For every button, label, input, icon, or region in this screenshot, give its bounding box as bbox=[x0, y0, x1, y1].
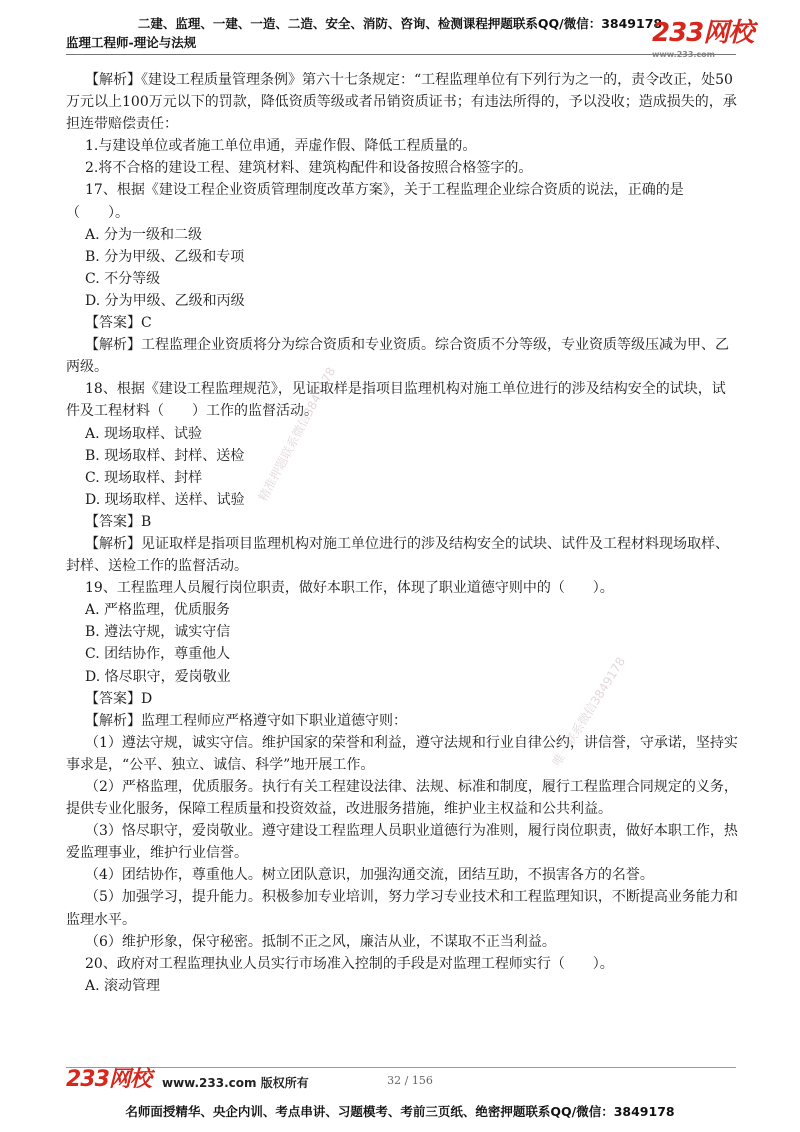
question-19-analysis: 【解析】监理工程师应严格遵守如下职业道德守则： bbox=[85, 712, 407, 729]
question-18-answer: 【答案】B bbox=[85, 513, 152, 530]
question-19-point-3: （3）恪尽职守，爱岗敬业。遵守建设工程监理人员职业道德行为准则，履行岗位职责，做好本职工作，热爱监理事业，维护行业信誉。 bbox=[66, 823, 738, 862]
header-logo-text: 233网校 bbox=[652, 18, 754, 48]
header-course-banner: 二建、监理、一建、一造、二造、安全、消防、咨询、检测课程押题联系QQ/微信：3849178 bbox=[137, 16, 663, 31]
footer-promo-banner: 名师面授精华、央企内训、考点串讲、习题模考、考前三页纸、绝密押题联系QQ/微信：3849178 bbox=[125, 1104, 675, 1119]
document-body bbox=[66, 69, 738, 997]
question-19-point-1: （1）遵法守规，诚实守信。维护国家的荣誉和利益，遵守法规和行业自律公约，讲信誉，守承诺，坚持实事求是，“公平、独立、诚信、科学”地开展工作。 bbox=[66, 734, 738, 773]
question-19-option-d: D. 恪尽职守，爱岗敬业 bbox=[85, 668, 231, 685]
footer-divider bbox=[66, 1067, 736, 1068]
watermark-text: 唯一联系微信3849178 bbox=[549, 654, 629, 769]
question-19-point-2: （2）严格监理，优质服务。执行有关工程建设法律、法规、标准和制度，履行工程监理合同规定的义务，提供专业化服务，保障工程质量和投资效益，改进服务措施，维护业主权益和公共利益。 bbox=[66, 779, 738, 818]
question-17-answer: 【答案】C bbox=[85, 315, 152, 332]
question-18-option-b: B. 现场取样、封样、送检 bbox=[85, 447, 245, 464]
question-17-option-b: B. 分为甲级、乙级和专项 bbox=[85, 248, 245, 265]
analysis-paragraph: 【解析】《建设工程质量管理条例》第六十七条规定：“工程监理单位有下列行为之一的，责令改正，处50万元以上100万元以下的罚款，降低资质等级或者吊销资质证书；有违法所得的，予以没收；造成损失的，承担连带赔偿责任： bbox=[66, 72, 737, 133]
footer-copyright: www.233.com 版权所有 bbox=[162, 1076, 309, 1090]
watermark-text: 精准押题联系微信3849178 bbox=[255, 364, 339, 504]
question-18-analysis: 【解析】见证取样是指项目监理机构对施工单位进行的涉及结构安全的试块、试件及工程材料现场取样、封样、送检工作的监督活动。 bbox=[66, 535, 729, 575]
question-19-stem: 19、工程监理人员履行岗位职责，做好本职工作，体现了职业道德守则中的（ ）。 bbox=[85, 580, 614, 597]
question-17-option-d: D. 分为甲级、乙级和丙级 bbox=[85, 292, 245, 309]
question-18-option-c: C. 现场取样、封样 bbox=[85, 469, 203, 486]
question-19-point-4: （4）团结协作，尊重他人。树立团队意识，加强沟通交流，团结互助，不损害各方的名誉。 bbox=[85, 867, 654, 884]
footer-logo: 233网校 bbox=[66, 1067, 151, 1092]
question-17-analysis: 【解析】工程监理企业资质将分为综合资质和专业资质。综合资质不分等级，专业资质等级压减为甲、乙两级。 bbox=[66, 337, 729, 376]
question-19-option-a: A. 严格监理，优质服务 bbox=[85, 602, 231, 619]
list-item: 1.与建设单位或者施工单位串通，弄虚作假、降低工程质量的。 bbox=[85, 138, 477, 155]
question-17-option-c: C. 不分等级 bbox=[85, 270, 161, 287]
list-item: 2.将不合格的建设工程、建筑材料、建筑构配件和设备按照合格签字的。 bbox=[85, 160, 533, 177]
question-18-stem: 18、根据《建设工程监理规范》，见证取样是指项目监理机构对施工单位进行的涉及结构安全的试块，试件及工程材料（ ）工作的监督活动。 bbox=[66, 381, 726, 420]
question-17-option-a: A. 分为一级和二级 bbox=[85, 226, 203, 243]
question-19-point-5: （5）加强学习，提升能力。积极参加专业培训，努力学习专业技术和工程监理知识，不断提高业务能力和监理水平。 bbox=[66, 889, 738, 928]
header-logo bbox=[652, 20, 753, 68]
question-19-option-c: C. 团结协作，尊重他人 bbox=[85, 646, 231, 663]
question-17-stem: 17、根据《建设工程企业资质管理制度改革方案》，关于工程监理企业综合资质的说法，正确的是（ ）。 bbox=[66, 182, 684, 221]
question-20-stem: 20、政府对工程监理执业人员实行市场准入控制的手段是对监理工程师实行（ ）。 bbox=[85, 955, 614, 972]
question-18-option-d: D. 现场取样、送样、试验 bbox=[85, 491, 245, 508]
question-19-answer: 【答案】D bbox=[85, 690, 153, 707]
question-19-option-b: B. 遵法守规，诚实守信 bbox=[85, 624, 231, 641]
header-subject-title: 监理工程师-理论与法规 bbox=[66, 35, 197, 50]
question-20-option-a: A. 滚动管理 bbox=[85, 977, 161, 994]
question-19-point-6: （6）维护形象，保守秘密。抵制不正之风，廉洁从业，不谋取不正当利益。 bbox=[85, 933, 556, 950]
question-18-option-a: A. 现场取样、试验 bbox=[85, 425, 203, 442]
page-number: 32 / 156 bbox=[387, 1074, 433, 1087]
header-divider bbox=[66, 54, 736, 55]
